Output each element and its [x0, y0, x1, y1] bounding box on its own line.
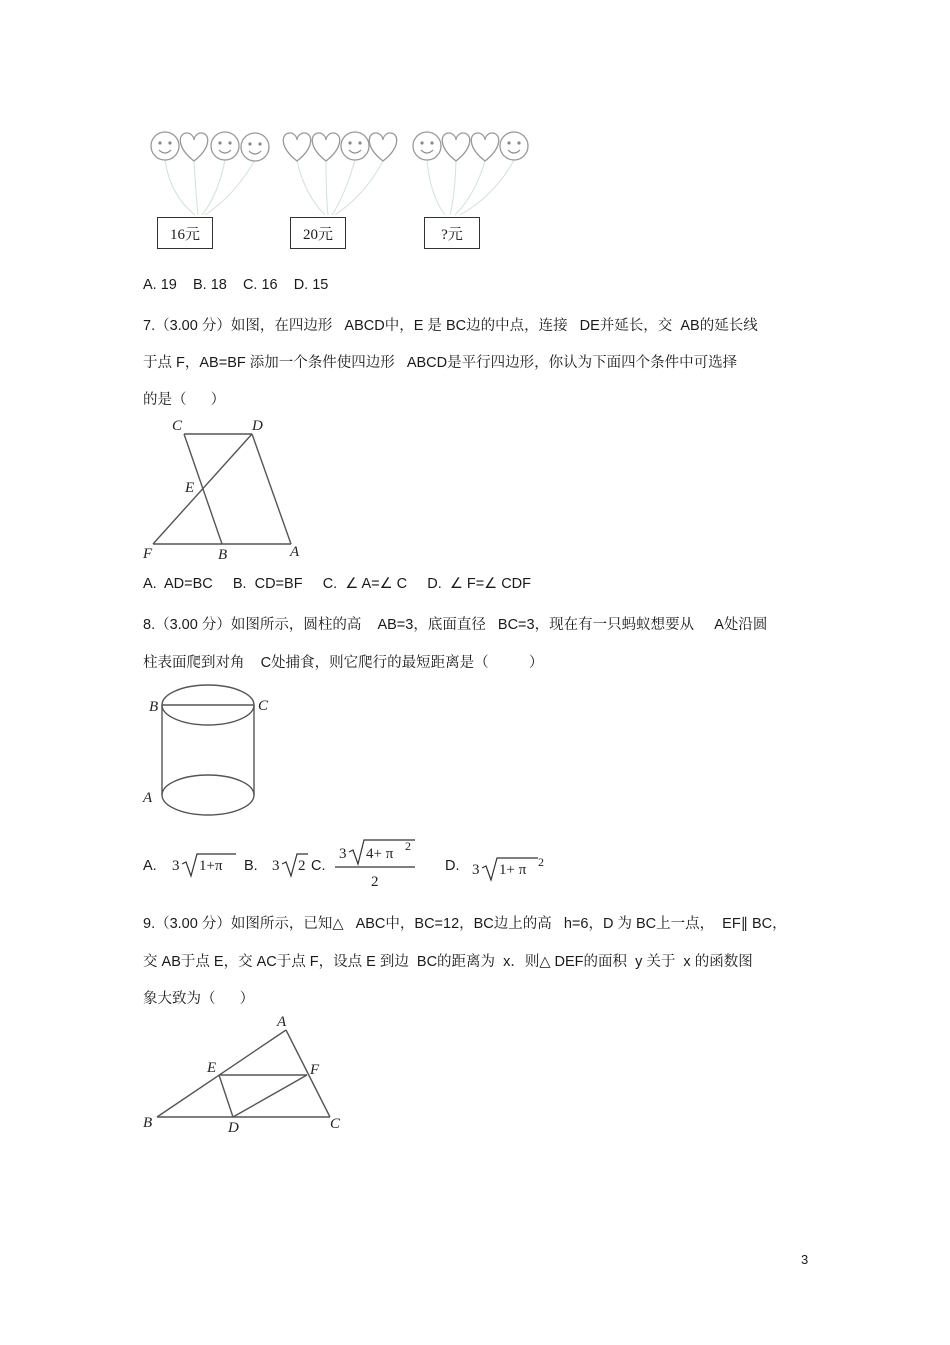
price-label-1: 16元	[169, 226, 200, 243]
segment-ba	[157, 1030, 286, 1117]
q7-line3: 的是（ ）	[143, 392, 226, 408]
svg-text:4+ π: 4+ π	[366, 846, 394, 862]
label-a: A	[143, 790, 153, 806]
price-box-3	[424, 217, 480, 249]
q9-line2: 交 AB于点 E，交 AC于点 F，设点 E 到边 BC的距离为 x．则△ DEF的面积 y 关于 x 的函数图	[143, 954, 753, 970]
cylinder-bottom	[162, 775, 254, 815]
heart-balloon-icon	[369, 133, 396, 161]
smiley-balloon-icon	[413, 132, 441, 160]
svg-text:2: 2	[405, 839, 411, 853]
q7-line2: 于点 F，AB=BF 添加一个条件使四边形 ABCD是平行四边形，你认为下面四个条件中可选择	[143, 355, 738, 371]
heart-balloon-icon	[283, 133, 310, 161]
q8-option-a-label: A.	[143, 858, 157, 874]
label-b: B	[218, 547, 228, 563]
label-d: D	[252, 418, 263, 434]
smiley-balloon-icon	[341, 132, 369, 160]
label-c: C	[330, 1116, 341, 1132]
q6-options: A. 19 B. 18 C. 16 D. 15	[143, 277, 329, 293]
balloon-strings-2	[297, 160, 383, 215]
svg-text:3: 3	[339, 846, 347, 862]
q7-options: A. AD=BC B. CD=BF C. ∠ A=∠ C D. ∠ F=∠ CDF	[143, 576, 531, 592]
smiley-balloon-icon	[151, 132, 179, 160]
q8-option-c-expr	[333, 834, 423, 892]
q8-option-d-expr	[470, 850, 555, 884]
segment-df	[153, 434, 252, 544]
smiley-balloon-icon	[241, 133, 269, 161]
label-b: B	[143, 1115, 153, 1131]
quadrilateral-figure	[140, 412, 320, 567]
label-c: C	[172, 418, 183, 434]
segment-ed	[219, 1075, 233, 1117]
label-a: A	[277, 1014, 287, 1030]
segment-ac	[286, 1030, 330, 1117]
price-label-3: ?元	[441, 226, 463, 243]
label-d: D	[228, 1120, 239, 1136]
heart-balloon-icon	[471, 133, 498, 161]
q8-line1: 8.（3.00 分）如图所示，圆柱的高 AB=3，底面直径 BC=3，现在有一只蚂蚁想要从 A处沿圆	[143, 617, 768, 633]
q9-line3: 象大致为（ ）	[143, 991, 255, 1007]
heart-balloon-icon	[312, 133, 339, 161]
svg-text:3: 3	[272, 858, 280, 874]
label-c: C	[258, 698, 269, 714]
label-a: A	[290, 544, 300, 560]
q8-option-a-expr	[170, 850, 240, 880]
price-box-2	[290, 217, 346, 249]
page-number: 3	[801, 1252, 809, 1267]
q7-line1: 7.（3.00 分）如图，在四边形 ABCD中，E 是 BC边的中点，连接 DE并延长，交 AB的延长线	[143, 318, 758, 334]
svg-text:2: 2	[371, 874, 379, 890]
segment-df	[233, 1075, 307, 1117]
label-e: E	[185, 480, 195, 496]
svg-text:1+π: 1+π	[199, 858, 223, 874]
svg-text:3: 3	[472, 862, 480, 878]
label-f: F	[143, 546, 153, 562]
price-box-1	[157, 217, 213, 249]
balloon-strings-3	[427, 160, 514, 215]
label-e: E	[207, 1060, 217, 1076]
q9-line1: 9.（3.00 分）如图所示，已知△ ABC中，BC=12，BC边上的高 h=6，D 为 BC上一点， EF∥ BC，	[143, 916, 787, 932]
label-b: B	[149, 699, 159, 715]
smiley-balloon-icon	[500, 132, 528, 160]
q8-option-d-label: D.	[445, 858, 460, 874]
q8-option-b-expr	[270, 850, 310, 880]
svg-text:2: 2	[538, 855, 544, 869]
svg-text:2: 2	[298, 858, 306, 874]
q8-option-c-label: C.	[311, 858, 326, 874]
q8-option-b-label: B.	[244, 858, 258, 874]
price-label-2: 20元	[302, 226, 333, 243]
svg-text:3: 3	[172, 858, 180, 874]
svg-text:1+ π: 1+ π	[499, 862, 527, 878]
segment-da	[252, 434, 291, 544]
triangle-figure	[140, 1010, 355, 1140]
cylinder-figure	[140, 680, 280, 825]
heart-balloon-icon	[442, 133, 469, 161]
heart-balloon-icon	[180, 133, 207, 161]
smiley-balloon-icon	[211, 132, 239, 160]
label-f: F	[310, 1062, 320, 1078]
q8-line2: 柱表面爬到对角 C处捕食，则它爬行的最短距离是（ ）	[143, 655, 544, 671]
balloon-strings-1	[165, 160, 255, 215]
